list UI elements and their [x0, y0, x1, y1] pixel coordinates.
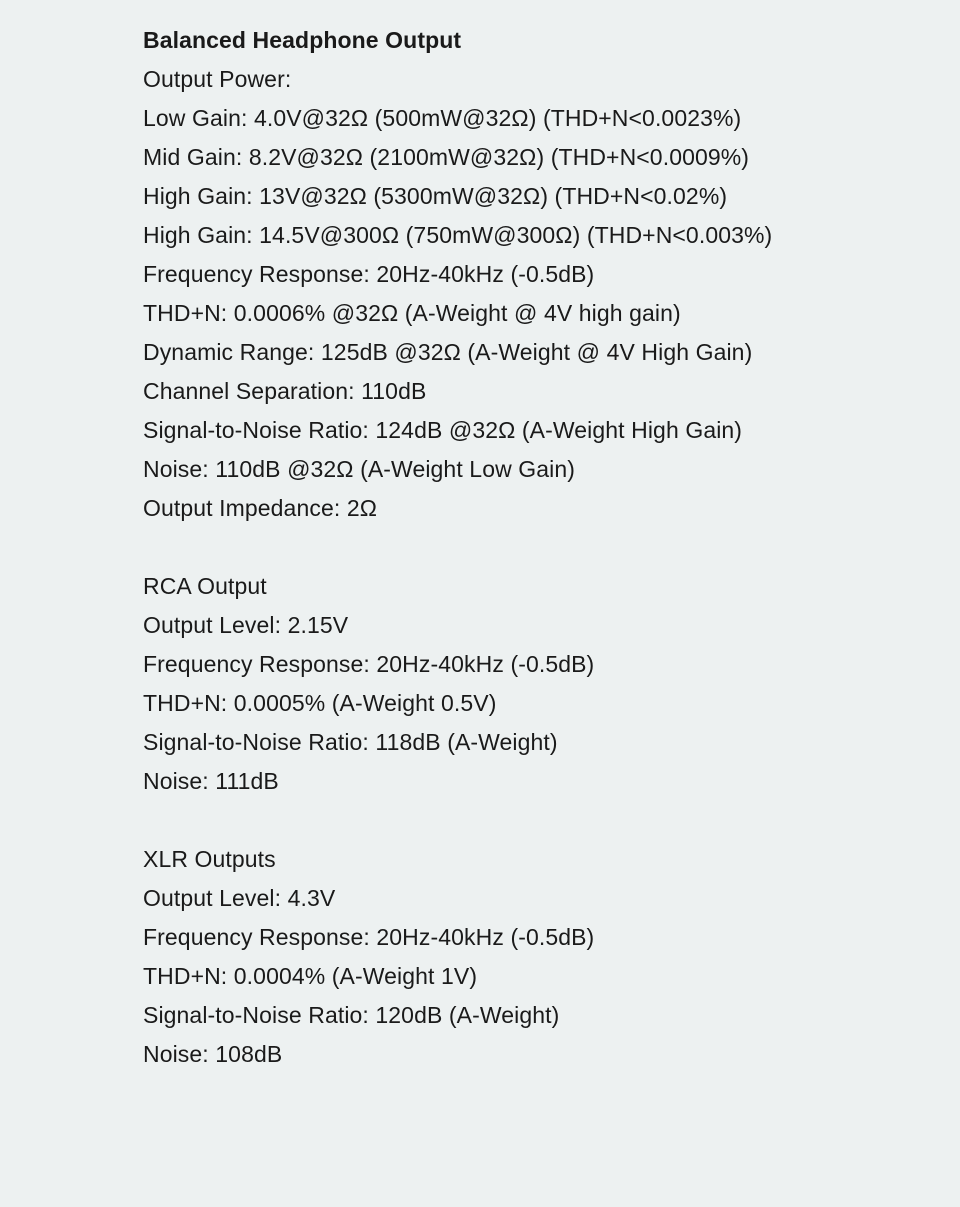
- spec-line: Noise: 110dB @32Ω (A-Weight Low Gain): [143, 456, 576, 482]
- spec-line: THD+N: 0.0005% (A-Weight 0.5V): [143, 690, 497, 716]
- spec-line: High Gain: 13V@32Ω (5300mW@32Ω) (THD+N<0.02%): [143, 183, 728, 209]
- spec-line: Frequency Response: 20Hz-40kHz (-0.5dB): [143, 924, 595, 950]
- section-spacer: [143, 528, 923, 567]
- spec-line: Dynamic Range: 125dB @32Ω (A-Weight @ 4V High Gain): [143, 339, 753, 365]
- balanced-output-section: [143, 21, 923, 528]
- spec-line: High Gain: 14.5V@300Ω (750mW@300Ω) (THD+N<0.003%): [143, 222, 773, 248]
- section-title: XLR Outputs: [143, 846, 276, 872]
- spec-line: Output Level: 2.15V: [143, 612, 349, 638]
- spec-line: Noise: 108dB: [143, 1041, 283, 1067]
- spec-line: Noise: 111dB: [143, 768, 279, 794]
- spec-line: THD+N: 0.0006% @32Ω (A-Weight @ 4V high gain): [143, 300, 681, 326]
- section-title: Balanced Headphone Output: [143, 27, 462, 53]
- spec-line: Output Level: 4.3V: [143, 885, 336, 911]
- spec-line: Signal-to-Noise Ratio: 120dB (A-Weight): [143, 1002, 560, 1028]
- spec-line: Mid Gain: 8.2V@32Ω (2100mW@32Ω) (THD+N<0.0009%): [143, 144, 750, 170]
- spec-content: [143, 21, 923, 1074]
- spec-line: Output Impedance: 2Ω: [143, 495, 377, 521]
- spec-line: Output Power:: [143, 66, 292, 92]
- spec-line: Signal-to-Noise Ratio: 124dB @32Ω (A-Weight High Gain): [143, 417, 743, 443]
- rca-output-section: [143, 567, 923, 801]
- section-spacer: [143, 801, 923, 840]
- spec-line: Frequency Response: 20Hz-40kHz (-0.5dB): [143, 651, 595, 677]
- section-title: RCA Output: [143, 573, 267, 599]
- spec-line: THD+N: 0.0004% (A-Weight 1V): [143, 963, 478, 989]
- spec-line: Signal-to-Noise Ratio: 118dB (A-Weight): [143, 729, 558, 755]
- spec-line: Channel Separation: 110dB: [143, 378, 427, 404]
- spec-line: Low Gain: 4.0V@32Ω (500mW@32Ω) (THD+N<0.0023%): [143, 105, 742, 131]
- xlr-output-section: [143, 840, 923, 1074]
- spec-line: Frequency Response: 20Hz-40kHz (-0.5dB): [143, 261, 595, 287]
